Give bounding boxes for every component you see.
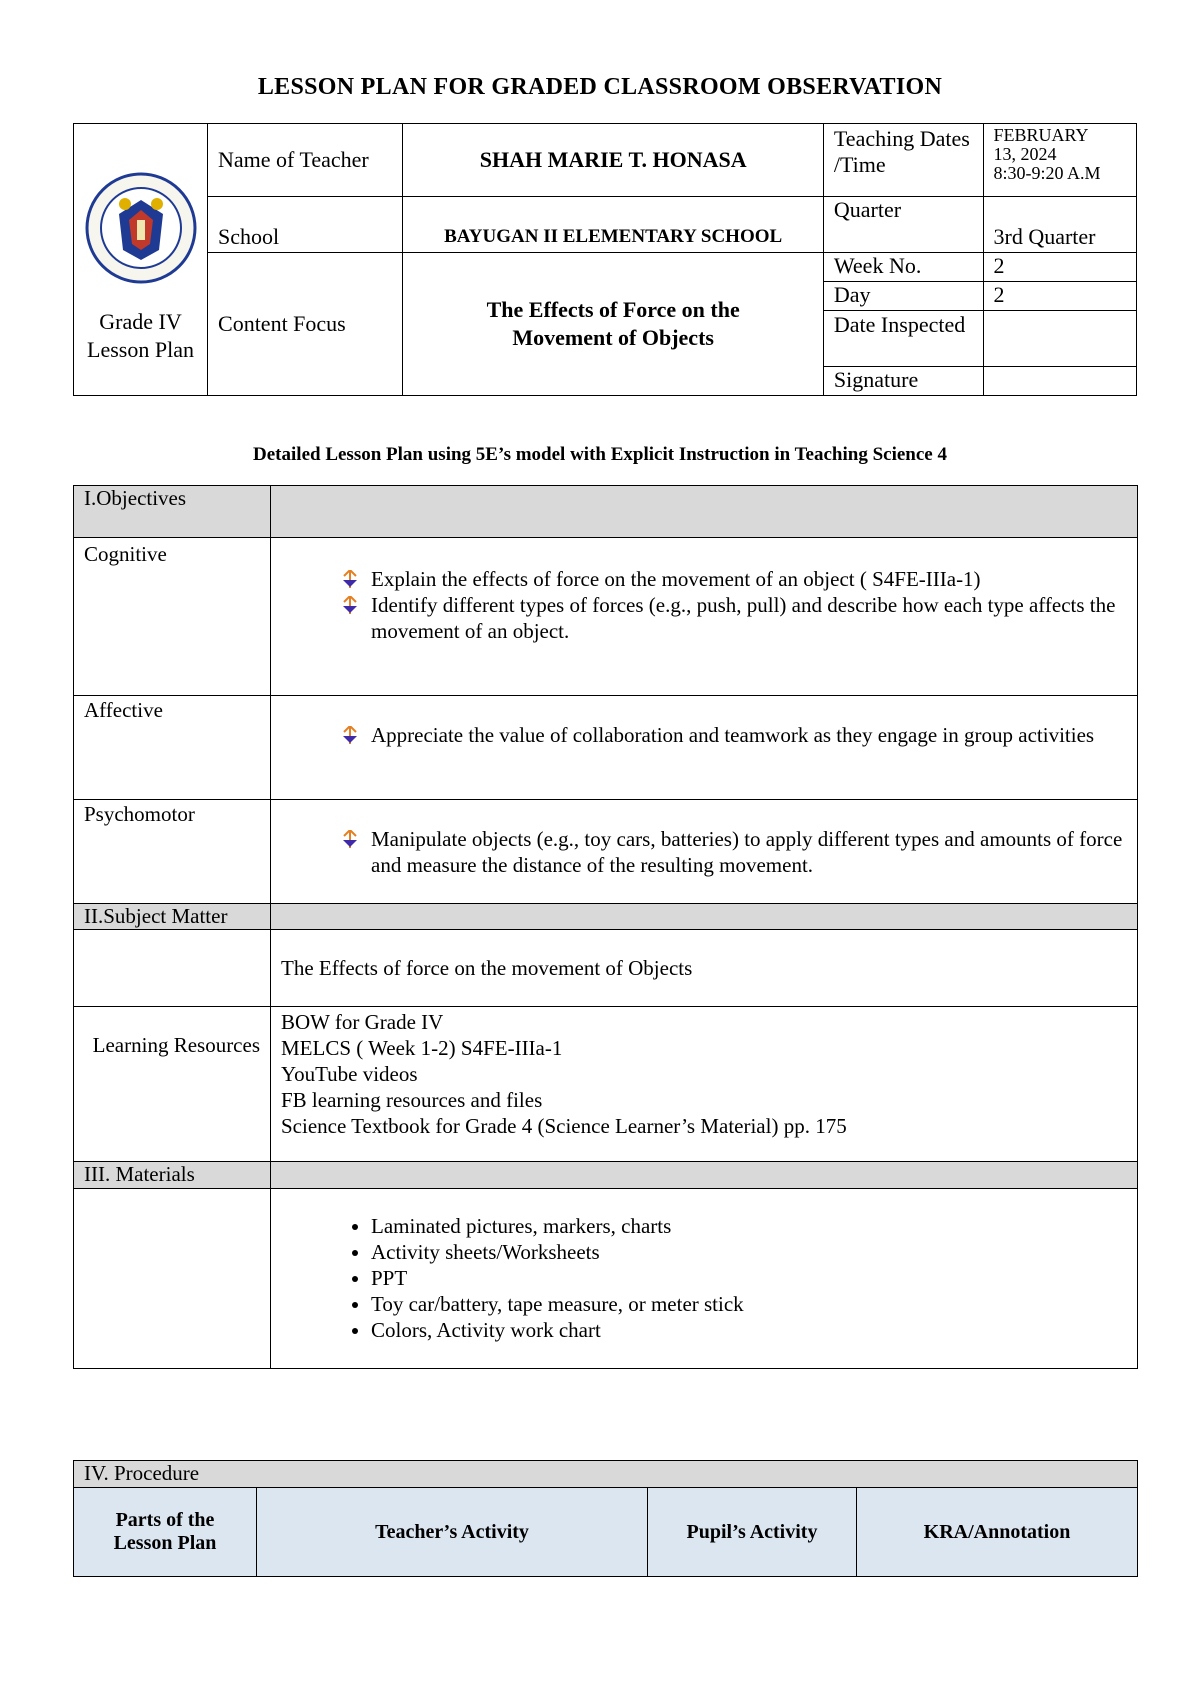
subject-matter-value: The Effects of force on the movement of Objects xyxy=(271,930,1138,1007)
arrow-bullet-icon xyxy=(341,726,359,744)
week-label: Week No. xyxy=(823,253,983,282)
cognitive-item-1: Explain the effects of force on the movement of an object ( S4FE-IIIa-1) xyxy=(371,567,981,591)
materials-cell xyxy=(271,1189,1138,1369)
quarter-value: 3rd Quarter xyxy=(983,197,1137,253)
cognitive-item-2: Identify different types of forces (e.g., push, pull) and describe how each type affects the movement of an object. xyxy=(371,593,1116,643)
seal-cell xyxy=(74,124,208,396)
list-item: • PPT xyxy=(371,1265,1127,1291)
resource-item: YouTube videos xyxy=(281,1062,418,1086)
resource-item: BOW for Grade IV xyxy=(281,1010,444,1034)
cognitive-cell xyxy=(271,538,1138,696)
col-kra-header: KRA/Annotation xyxy=(857,1488,1138,1577)
col-teacher-header: Teacher’s Activity xyxy=(257,1488,648,1577)
subject-matter-empty-cell xyxy=(74,930,271,1007)
resources-label: Learning Resources xyxy=(74,1007,271,1162)
affective-label: Affective xyxy=(74,696,271,800)
list-item: • Toy car/battery, tape measure, or meter stick xyxy=(371,1291,1127,1317)
materials-list xyxy=(281,1213,1127,1343)
materials-header-cell xyxy=(271,1162,1138,1189)
content-label: Content Focus xyxy=(208,253,403,396)
dates-value-line-1: FEBRUARY xyxy=(993,125,1089,145)
deped-seal-icon xyxy=(83,170,199,286)
list-item xyxy=(341,566,1127,592)
dates-value-line-3: 8:30-9:20 A.M xyxy=(993,163,1101,183)
affective-item-1: Appreciate the value of collaboration and teamwork as they engage in group activities xyxy=(371,723,1095,747)
resources-cell xyxy=(271,1007,1138,1162)
content-value: The Effects of Force on the Movement of Objects xyxy=(403,253,823,396)
materials-empty-cell xyxy=(74,1189,271,1369)
school-value: BAYUGAN II ELEMENTARY SCHOOL xyxy=(403,197,823,253)
dates-value-line-2: 13, 2024 xyxy=(993,144,1057,164)
list-item xyxy=(341,826,1127,878)
page-title: LESSON PLAN FOR GRADED CLASSROOM OBSERVATION xyxy=(257,74,943,100)
signature-value xyxy=(983,367,1137,396)
cognitive-label: Cognitive xyxy=(74,538,271,696)
teacher-value: SHAH MARIE T. HONASA xyxy=(403,124,823,197)
objectives-label: I.Objectives xyxy=(74,486,271,538)
resource-item: MELCS ( Week 1-2) S4FE-IIIa-1 xyxy=(281,1036,563,1060)
signature-label: Signature xyxy=(823,367,983,396)
inspected-label: Date Inspected xyxy=(823,311,983,367)
col-parts-header: Parts of the Lesson Plan xyxy=(74,1488,257,1577)
day-label: Day xyxy=(823,282,983,311)
inspected-value xyxy=(983,311,1137,367)
arrow-bullet-icon xyxy=(341,830,359,848)
arrow-bullet-icon xyxy=(341,570,359,588)
subject-matter-label: II.Subject Matter xyxy=(74,904,271,930)
procedure-label: IV. Procedure xyxy=(74,1461,1138,1488)
objectives-header-cell xyxy=(271,486,1138,538)
list-item: • Laminated pictures, markers, charts xyxy=(371,1213,1127,1239)
affective-list xyxy=(281,722,1127,748)
subtitle: Detailed Lesson Plan using 5E’s model with Explicit Instruction in Teaching Science 4 xyxy=(253,444,947,465)
list-item xyxy=(341,722,1127,748)
teacher-label: Name of Teacher xyxy=(208,124,403,197)
day-value: 2 xyxy=(983,282,1137,311)
week-value: 2 xyxy=(983,253,1137,282)
list-item: • Colors, Activity work chart xyxy=(371,1317,1127,1343)
psychomotor-list xyxy=(281,826,1127,878)
psychomotor-item-1: Manipulate objects (e.g., toy cars, batteries) to apply different types and amounts of force and measure the distance of the resulting movement. xyxy=(371,827,1123,877)
psychomotor-cell xyxy=(271,800,1138,904)
list-item xyxy=(341,592,1127,644)
school-label: School xyxy=(208,197,403,253)
arrow-bullet-icon xyxy=(341,596,359,614)
psychomotor-label: Psychomotor xyxy=(74,800,271,904)
dates-label: Teaching Dates /Time xyxy=(823,124,983,197)
subject-matter-header-cell xyxy=(271,904,1138,930)
col-pupil-header: Pupil’s Activity xyxy=(648,1488,857,1577)
dates-value xyxy=(983,124,1137,197)
quarter-label: Quarter xyxy=(823,197,983,253)
lesson-table xyxy=(73,485,1138,1369)
affective-cell xyxy=(271,696,1138,800)
procedure-table xyxy=(73,1460,1138,1577)
cognitive-list xyxy=(281,566,1127,644)
resource-item: Science Textbook for Grade 4 (Science Learner’s Material) pp. 175 xyxy=(281,1114,847,1138)
resource-item: FB learning resources and files xyxy=(281,1088,543,1112)
header-table xyxy=(73,123,1137,396)
grade-label: Grade IV Lesson Plan xyxy=(87,309,194,362)
list-item: • Activity sheets/Worksheets xyxy=(371,1239,1127,1265)
materials-label: III. Materials xyxy=(74,1162,271,1189)
